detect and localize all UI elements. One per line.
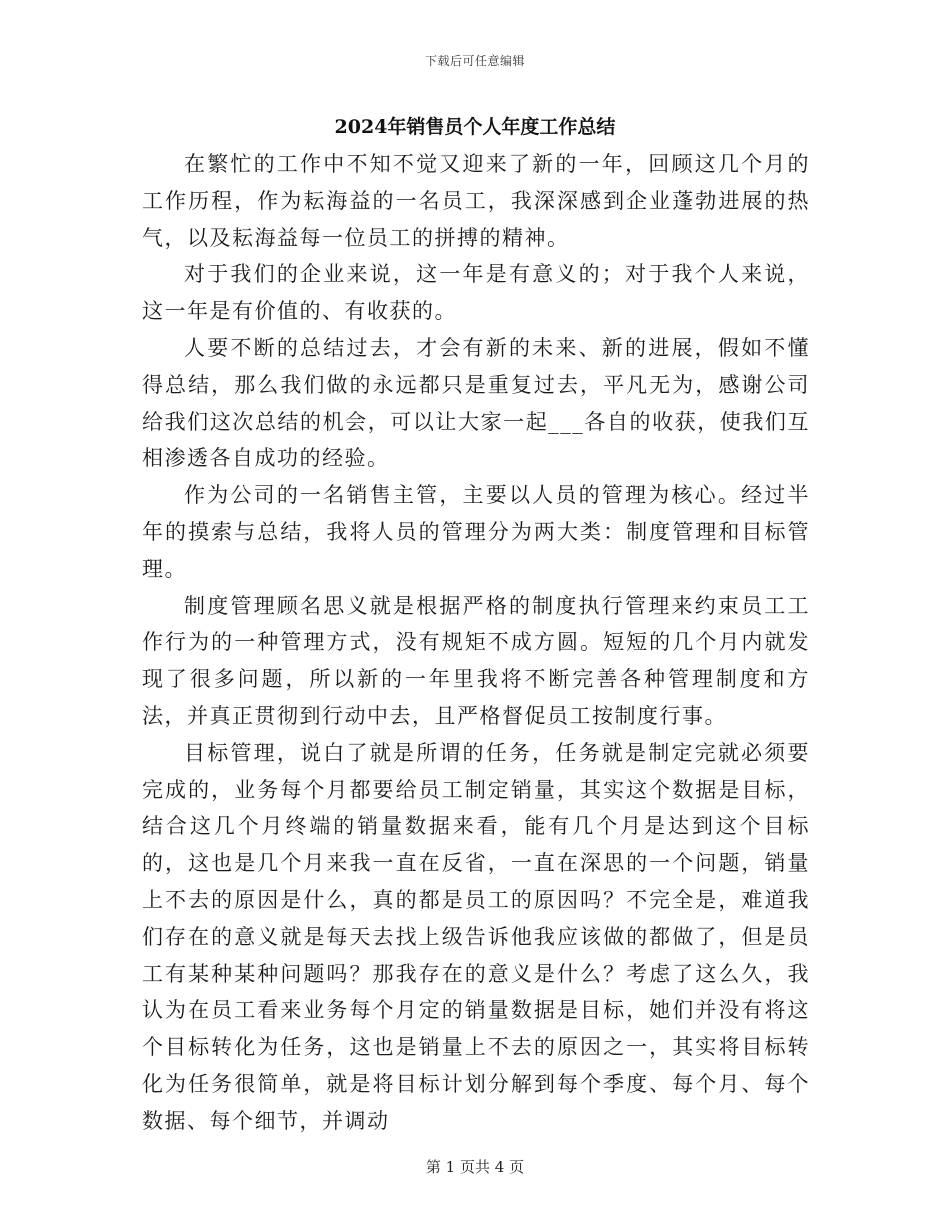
paragraph-4: 作为公司的一名销售主管，主要以人员的管理为核心。经过半年的摸索与总结，我将人员的管理分为两大类：制度管理和目标管理。 bbox=[142, 483, 810, 581]
paragraph-1: 在繁忙的工作中不知不觉又迎来了新的一年，回顾这几个月的工作历程，作为耘海益的一名员工，我深深感到企业蓬勃进展的热气，以及耘海益每一位员工的拼搏的精神。 bbox=[142, 152, 810, 250]
paragraph-2: 对于我们的企业来说，这一年是有意义的；对于我个人来说，这一年是有价值的、有收获的。 bbox=[142, 262, 810, 324]
paragraph-5: 制度管理顾名思义就是根据严格的制度执行管理来约束员工工作行为的一种管理方式，没有规矩不成方圆。短短的几个月内就发现了很多问题，所以新的一年里我将不断完善各种管理制度和方法，并真正贯彻到行动中去，且严格督促员工按制度行事。 bbox=[142, 593, 810, 728]
paragraph-6: 目标管理，说白了就是所谓的任务，任务就是制定完就必须要完成的，业务每个月都要给员工制定销量，其实这个数据是目标，结合这几个月终端的销量数据来看，能有几个月是达到这个目标的，这也是几个月来我一直在反省，一直在深思的一个问题，销量上不去的原因是什么，真的都是员工的原因吗？不完全是，难道我们存在的意义就是每天去找上级告诉他我应该做的都做了，但是员工有某种某种问题吗？那我存在的意义是什么？考虑了这么久，我认为在员工看来业务每个月定的销量数据是目标，她们并没有将这个目标转化为任务，这也是销量上不去的原因之一，其实将目标转化为任务很简单，就是将目标计划分解到每个季度、每个月、每个数据、每个细节，并调动 bbox=[142, 740, 810, 1133]
header-note: 下载后可任意编辑 bbox=[424, 54, 525, 68]
document-body bbox=[142, 146, 810, 1140]
document-title: 2024年销售员个人年度工作总结 bbox=[334, 116, 616, 138]
paragraph-3: 人要不断的总结过去，才会有新的未来、新的进展，假如不懂得总结，那么我们做的永远都只是重复过去，平凡无为，感谢公司给我们这次总结的机会，可以让大家一起___各自的收获，使我们互相渗透各自成功的经验。 bbox=[142, 335, 810, 471]
page-number-footer: 第 1 页共 4 页 bbox=[425, 1158, 525, 1176]
